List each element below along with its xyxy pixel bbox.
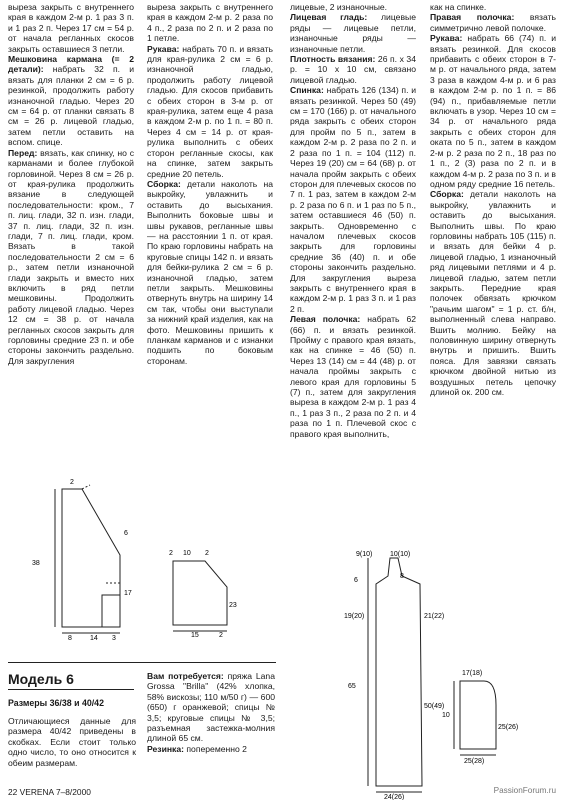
paragraph-heading: Рукава: — [147, 43, 180, 54]
materials-block — [147, 671, 275, 754]
paragraph-heading: Правая полочка: — [430, 12, 515, 23]
materials-text: пряжа Lana Grossa "Brilla" (42% хлопка, 58% вискозы; 110 м/50 г) — 600 (650) г оранжевой; спицы № 3,5; круговые спицы № 3,5; разъемная застежка-молния длиной 65 см. — [147, 671, 275, 744]
dim-sleeve-top: 17(18) — [462, 670, 483, 677]
dim-back-bot: 24(26) — [384, 794, 405, 800]
paragraph-text: детали наколоть на выкройку, увлажнить и оставить до высыхания. Выполнить швы. По краю горловины набрать 105 (115) п. и вязать для бейки 4 р. лицевой гладью, 1 изнаночный ряд лицевыми петлями и 4 р. лицевой гладью, затем петли закрыть. Передние края полочек обвязать крючком "рачьим шагом" = 1 р. ст. б/н, выполненный слева направо. Вшить молнию. Бейку на половинную ширину отвернуть внутрь и пришить. Вшить пояса. Для завязки связать крючком двойной нитью из воздушных петель цепочку длиной ок. 200 см. — [430, 189, 556, 398]
paragraph-text: вырезa закрыть с внутреннего края в каждом 2-м р. 1 раз 3 п. и 1 раз 2 п. Через 17 см = 54 р. от начала регланных скосов закрыть оставшиеся 3 петли. — [8, 2, 134, 54]
paragraph-text: набрать 32 п. и вязать для планки 2 см = 6 р. резинкой, продолжить работу изнаночной гладью. Через 20 см = 64 р. от планки связать 8 см = 26 р. лицевой гладью, затем петли оставить на вспом. спице. — [8, 64, 135, 148]
paragraph — [290, 314, 416, 439]
dim-back-top2: 10(10) — [390, 551, 411, 558]
paragraph-text: набрать 66 (74) п. и вязать резинкой. Для скосов прибавить с обеих сторон в 7-м р. от начального ряда, затем 3 раза в каждом 4-м р. и 6 раз в каждом 2-м р. по 1 п. = 86 (94) п., прибавляемые петли включать в узор. Через 10 см = 34 р. от начального ряда закрыть с обеих сторон для оката по 5 п., затем в каждом 2-м р. 2 раза по 2 п., 18 раз по 1 п., 2 (3) раза по 2 п. и в каждом 4-м р. 2 раза по 3 п. и в одном ряду средние 16 петель. — [430, 33, 556, 189]
paragraph — [430, 2, 556, 12]
pattern-diagram-back — [340, 548, 445, 800]
paragraph-heading: Лицевая гладь: — [290, 12, 368, 23]
paragraph-text: 26 п. х 34 р. = 10 х 10 см, связано лицевой гладью. — [290, 54, 416, 85]
paragraph-text: лицевые ряды — лицевые петли, изнаночные ряды — изнаночные петли. — [290, 12, 416, 54]
pattern-diagram-sleeve — [440, 665, 519, 765]
paragraph — [8, 54, 134, 148]
paragraph-heading: Рукава: — [430, 33, 463, 44]
dim-mid-h: 6 — [124, 530, 128, 537]
dim-pocket-t1: 2 — [169, 550, 173, 557]
paragraph — [290, 12, 416, 54]
dim-pocket-b1: 15 — [191, 632, 199, 639]
paragraph-text: детали наколоть на выкройку, увлажнить и оставить до высыхания. Выполнить боковые швы и швы рукавов, регланные швы — на расстоянии 1 п. от края. По краю горловины набрать на круговые спицы 142 п. и вязать для бейки-рулика 2 см = 6 р. изнаночной гладью, затем петли закрыть. Мешковины отвернуть внутрь на ширину 14 см так, чтобы они выступали за нижний край изделия, как на фото. Мешковины пришить к планкам карманов и с изнанки подшить по боковым сторонам. — [147, 178, 273, 366]
paragraph — [8, 2, 134, 54]
text-column-2 — [147, 2, 273, 366]
paragraph-text: набрать 62 (66) п. и вязать резинкой. Пройму с правого края вязать, как на спинке = 46 (50) п. Через 13 (14) см = 44 (48) р. от начала проймы закрыть с левого края для горловины 5 (7) п., затем для закругления вырезa в каждом 2-м р. 1 раз 4 п., 1 раз 3 п., 2 раза по 2 п. и 4 раза по 1 п. Плечевой скос с правого края выполнить, — [290, 314, 417, 439]
dim-pocket-b2: 2 — [219, 632, 223, 639]
dim-back-top: 9(10) — [356, 551, 373, 558]
rib-heading: Резинка: — [147, 743, 184, 754]
paragraph — [147, 2, 273, 44]
text-column-1 — [8, 2, 134, 366]
materials-heading: Вам потребуется: — [147, 671, 224, 681]
model-sizes: Размеры 36/38 и 40/42 — [8, 698, 104, 708]
dim-sleeve-bot: 25(28) — [464, 758, 485, 765]
paragraph-heading: Сборка: — [430, 189, 464, 200]
paragraph-text: набрать 126 (134) п. и вязать резинкой. Через 50 (49) см = 170 (166) р. от начального ряда закрыть с обеих сторон для пройм по 5 п., затем в каждом 2-м р. 2 раза по 2 п. и 2 раза по 1 п. = 104 (112) п. Через 19 (20) см = 64 (68) р. от начала пройм закрыть с обеих сторон для плечевых скосов по 7 п. 1 раз, затем в каждом 2-м р. 2 раза по 6 п. и 1 раз по 5 п., затем оставшиеся 46 (50) п. закрыть. Одновременно с началом плечевых скосов закрыть для горловины средние 36 (40) п. и обе стороны закончить раздельно. Для закругления вырезa закрыть с внутреннего края в каждом 2-м р. 1 раз 3 п. и 1 раз 2 п. — [290, 85, 417, 314]
paragraph-heading: Мешковина кармана (= 2 детали): — [8, 54, 134, 75]
paragraph — [147, 44, 273, 179]
dim-back-h4: 50(49) — [424, 703, 445, 710]
paragraph-heading: Плотность вязания: — [290, 54, 376, 65]
dim-back-h1: 19(20) — [344, 613, 365, 620]
rib-text: попеременно 2 — [186, 743, 247, 754]
dim-b3: 3 — [112, 635, 116, 642]
pattern-diagram-pocket — [165, 545, 235, 637]
dim-pocket-t2: 10 — [183, 550, 191, 557]
dim-back-h2: 21(22) — [424, 613, 445, 620]
paragraph-text: набрать 70 п. и вязать для края-рулика 2 см = 6 р. изнаночной гладью, продолжить работу лицевой гладью. Для скосов прибавить с обеих сторон в 3-м р. от края-рулика, затем еще 4 раза в каждом 2-м р. по 1 п. = 80 п. Через 4 см = 14 р. от края-рулика выполнить с обеих сторон регланные скосы, как на спинке, затем закрыть средние 20 петель. — [147, 43, 273, 179]
paragraph — [8, 148, 134, 367]
dim-right-h: 17 — [124, 590, 132, 597]
model-description: Отличающиеся данные для размера 40/42 приведены в скобках. Если стоит только одно число, то оно относится к обеим размерам. — [8, 716, 136, 768]
paragraph-heading: Левая полочка: — [290, 314, 361, 325]
dim-left-h: 38 — [32, 560, 40, 567]
paragraph-text: как на спинке. — [430, 2, 487, 12]
text-column-3 — [290, 2, 416, 439]
dim-pocket-side: 23 — [229, 602, 237, 609]
paragraph — [290, 2, 416, 12]
paragraph-heading: Сборка: — [147, 178, 181, 189]
paragraph — [290, 85, 416, 314]
watermark: PassionForum.ru — [493, 786, 556, 795]
model-title: Модель 6 — [8, 671, 74, 687]
model-rule — [8, 662, 276, 663]
paragraph — [147, 179, 273, 366]
paragraph — [430, 33, 556, 189]
paragraph — [430, 189, 556, 397]
dim-back-n1: 8 — [400, 573, 404, 580]
dim-b1: 8 — [68, 635, 72, 642]
paragraph-heading: Спинка: — [290, 85, 324, 96]
dim-b2: 14 — [90, 635, 98, 642]
dim-back-t3: 6 — [354, 577, 358, 584]
paragraph-text: лицевые, 2 изнаночные. — [290, 2, 388, 12]
dim-pocket-t3: 2 — [205, 550, 209, 557]
model-rule-2 — [8, 689, 134, 690]
paragraph — [430, 12, 556, 33]
paragraph-text: вязать симметрично левой полочке. — [430, 12, 556, 33]
dim-back-h3: 65 — [348, 683, 356, 690]
dim-sleeve-left: 10 — [442, 712, 450, 719]
page-footer: 22 VERENA 7–8/2000 — [8, 787, 91, 797]
paragraph — [290, 54, 416, 85]
paragraph-heading: Перед: — [8, 147, 38, 158]
paragraph-text: вязать, как спинку, но с карманами и более глубокой горловиной. Через 8 см = 26 р. от края-рулика продолжить вязание в следующей последовательности: кром., 7 п. лиц. глади, 32 п. изн. глади, 37 п. лиц. глади, 32 п. изн. глади, 7 п. лиц. глади, кром. Вязать в такой последовательности 2 см = 6 р., затем петли изнаночной глади закрыть и вместо них включить в ряд петли мешковины. Продолжить работу лицевой гладью. Через 12 см = 38 р. от начала регланных скосов закрыть для горловины средние 23 п. и обе стороны закончить раздельно. Для закругления — [8, 147, 134, 366]
text-column-4 — [430, 2, 556, 397]
dim-top: 2 — [70, 479, 74, 486]
paragraph-text: вырезa закрыть с внутреннего края в каждом 2-м р. 2 раза по 4 п., 2 раза по 2 п. и 2 раза по 1 петле. — [147, 2, 273, 44]
dim-sleeve-side: 25(26) — [498, 724, 519, 731]
pattern-diagram-front — [20, 479, 140, 642]
